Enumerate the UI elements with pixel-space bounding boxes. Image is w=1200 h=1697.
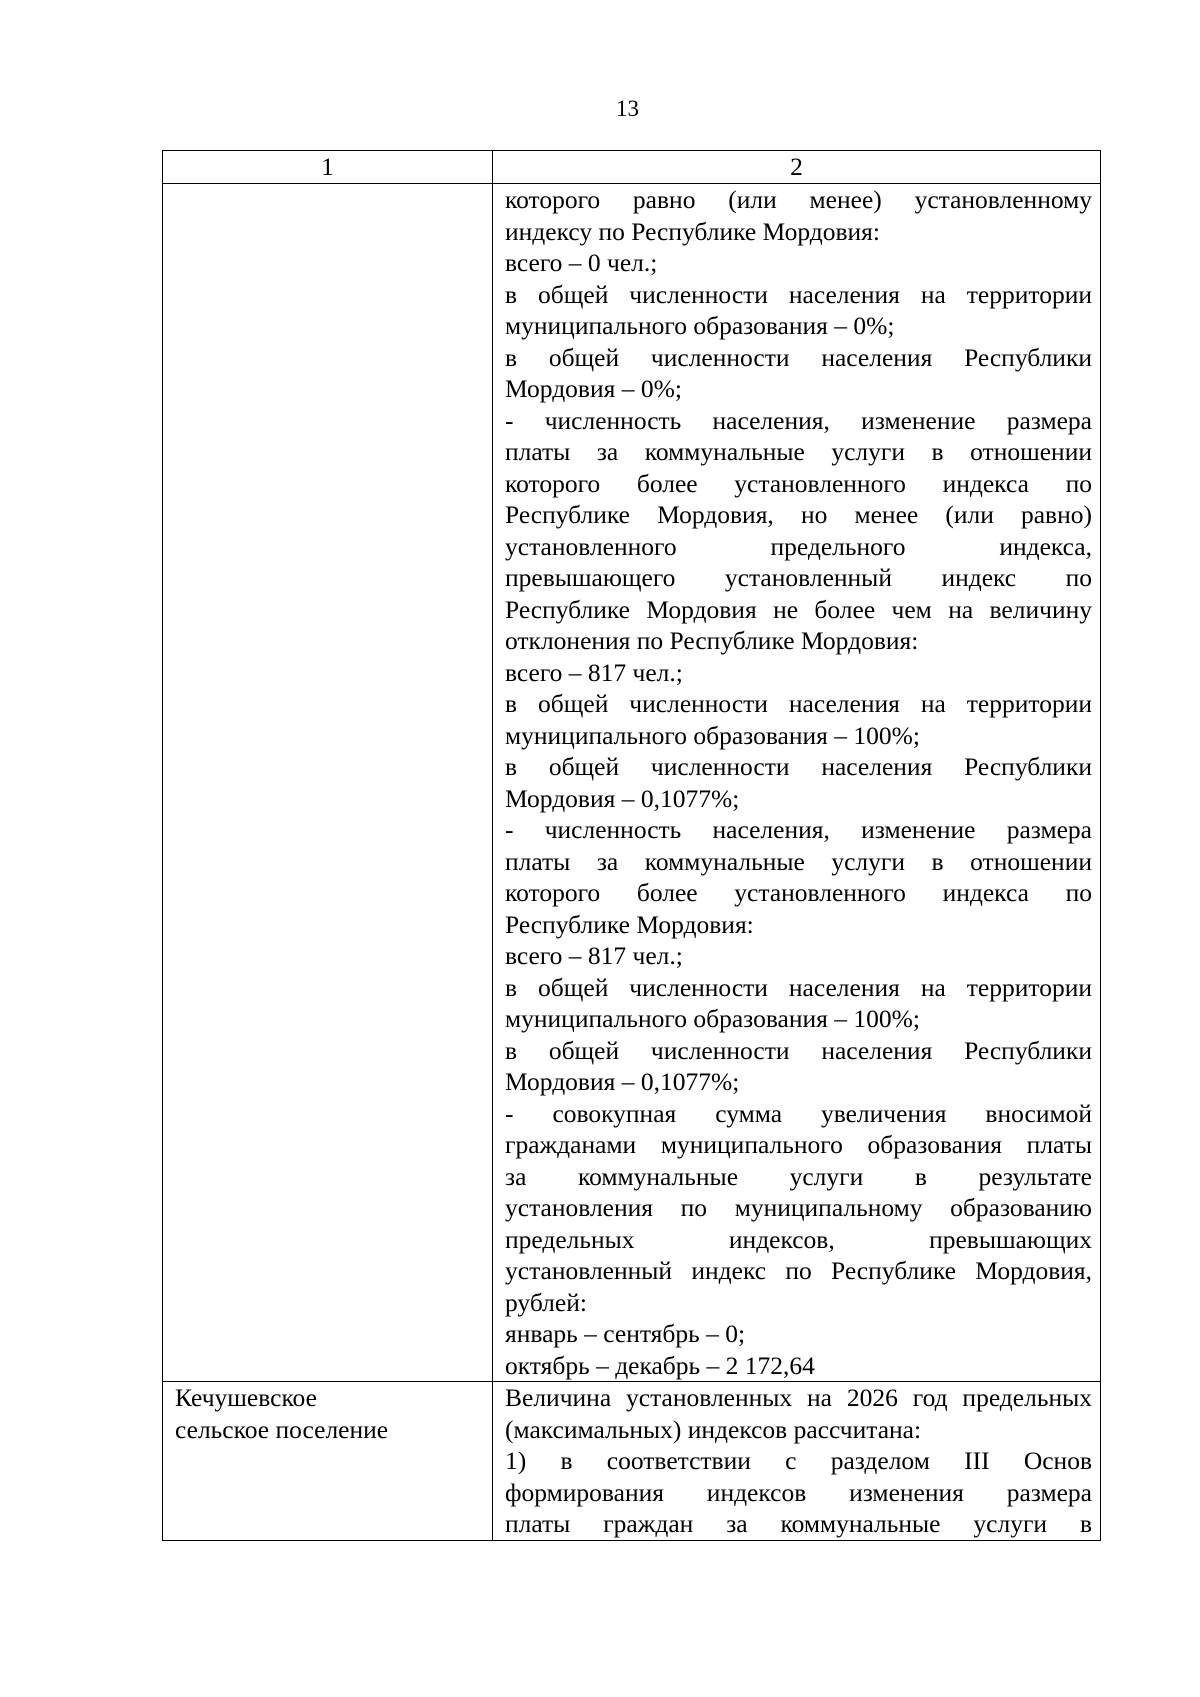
text-line: отклонения по Республике Мордовия:: [505, 626, 919, 655]
text-line: Республике Мордовия не более чем на величину: [505, 594, 1092, 624]
text-line: установления по муниципальному образованию: [505, 1193, 1092, 1222]
text-line: в общей численности населения на территории: [505, 689, 1092, 718]
text-line: платы за коммунальные услуги в отношении: [505, 437, 1092, 466]
text-line: платы за коммунальные услуги в отношении: [505, 846, 1092, 876]
text-line: предельных индексов, превышающих: [505, 1224, 1092, 1254]
text-line: в общей численности населения Республики: [505, 1035, 1092, 1065]
text-line: октябрь – декабрь – 2 172,64: [505, 1350, 815, 1380]
document-table: [162, 150, 1101, 1541]
text-line: в общей численности населения на территории: [505, 279, 1092, 309]
text-line: превышающего установленный индекс по: [505, 563, 1092, 592]
row1-col1-cell: [163, 184, 493, 1382]
text-line: в общей численности населения Республики: [505, 752, 1092, 781]
row1-col2-cell: [493, 184, 1101, 1382]
text-line: всего – 817 чел.;: [505, 941, 683, 970]
text-line: Республике Мордовия, но менее (или равно): [505, 500, 1092, 529]
text-line: муниципального образования – 0%;: [505, 311, 895, 340]
text-line: муниципального образования – 100%;: [505, 1004, 920, 1033]
page-number: 13: [616, 96, 639, 121]
text-line: Мордовия – 0%;: [505, 374, 682, 403]
text-line: рублей:: [505, 1287, 587, 1317]
text-line: 1) в соответствии с разделом III Основ: [505, 1446, 1092, 1475]
text-line: индексу по Республике Мордовия:: [505, 216, 880, 246]
column-1-header: 1: [163, 151, 493, 184]
text-line: всего – 0 чел.;: [505, 248, 658, 277]
text-line: Кечушевское: [175, 1383, 317, 1412]
text-line: всего – 817 чел.;: [505, 657, 683, 687]
table-header-row: [163, 151, 1101, 184]
text-line: установленный индекс по Республике Мордовия,: [505, 1256, 1092, 1285]
row1-col2-text: [493, 184, 1100, 1381]
text-line: Величина установленных на 2026 год предельных: [505, 1383, 1092, 1412]
row2-col1-cell: [163, 1382, 493, 1541]
text-line: январь – сентябрь – 0;: [505, 1319, 746, 1348]
row2-col2-text: [493, 1382, 1100, 1540]
text-line: - численность населения, изменение размера: [505, 405, 1092, 435]
text-line: Мордовия – 0,1077%;: [505, 1067, 740, 1096]
text-line: которого более установленного индекса по: [505, 878, 1092, 907]
row2-col2-cell: [493, 1382, 1101, 1541]
text-line: - совокупная сумма увеличения вносимой: [505, 1098, 1092, 1128]
table-row: [163, 1382, 1101, 1541]
text-line: гражданами муниципального образования платы: [505, 1130, 1092, 1159]
table-row: [163, 184, 1101, 1382]
text-line: платы граждан за коммунальные услуги в: [505, 1509, 1092, 1538]
text-line: в общей численности населения Республики: [505, 342, 1092, 372]
text-line: которого более установленного индекса по: [505, 468, 1092, 498]
text-line: установленного предельного индекса,: [505, 531, 1092, 561]
text-line: Республике Мордовия:: [505, 909, 754, 939]
text-line: муниципального образования – 100%;: [505, 720, 920, 750]
text-line: формирования индексов изменения размера: [505, 1477, 1092, 1507]
text-line: в общей численности населения на территории: [505, 972, 1092, 1002]
text-line: которого равно (или менее) установленному: [505, 185, 1092, 214]
row2-col1-text: [163, 1382, 492, 1445]
text-line: за коммунальные услуги в результате: [505, 1161, 1092, 1191]
text-line: сельское поселение: [175, 1414, 389, 1444]
text-line: - численность населения, изменение размера: [505, 815, 1092, 844]
text-line: (максимальных) индексов рассчитана:: [505, 1414, 922, 1444]
column-2-header: 2: [493, 151, 1101, 184]
text-line: Мордовия – 0,1077%;: [505, 783, 740, 813]
